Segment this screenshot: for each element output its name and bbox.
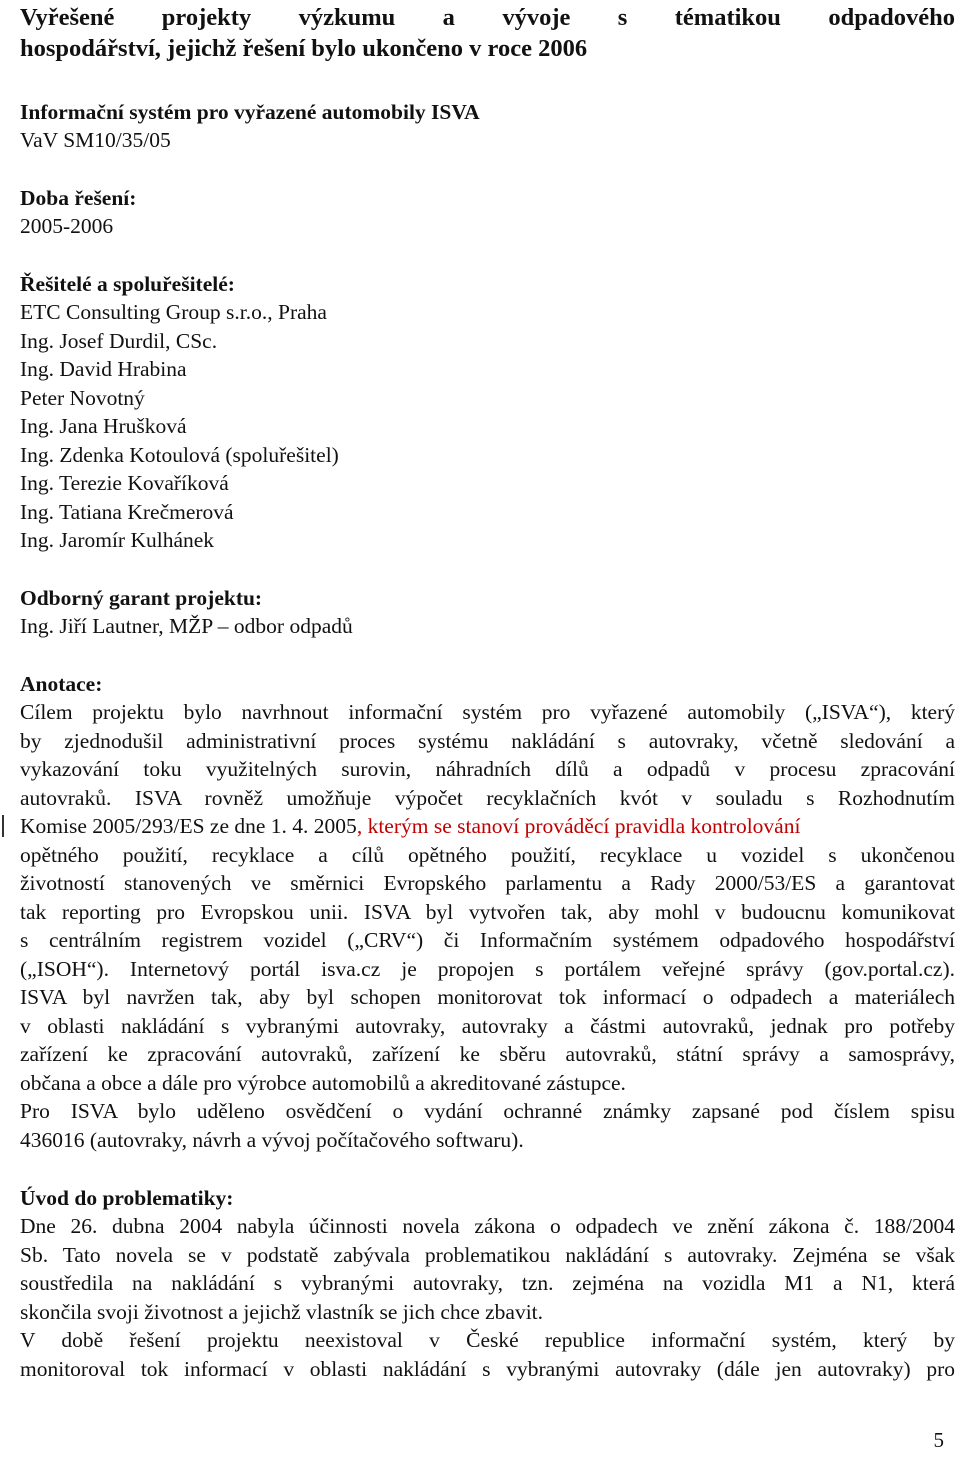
annotation-line: („ISOH“). Internetový portál isva.cz je propojen s portálem veřejné správy (gov.portal.cz). xyxy=(20,956,955,981)
intro-line: Dne 26. dubna 2004 nabyla účinnosti novela zákona o odpadech ve znění zákona č. 188/2004 xyxy=(20,1214,955,1238)
annotation-line-part: , kterým se stanoví prováděcí pravidla kontrolování xyxy=(356,814,801,838)
document-title xyxy=(20,2,955,64)
annotation-line: Pro ISVA bylo uděleno osvědčení o vydání ochranné známky zapsané pod číslem spisu xyxy=(20,1099,955,1123)
annotation-line: životností stanovených ve směrnici Evropského parlamentu a Rady 2000/53/ES a garantovat xyxy=(20,871,955,895)
researchers-heading: Řešitelé a spoluřešitelé: xyxy=(20,272,235,296)
annotation-line: ISVA byl navržen tak, aby byl schopen monitorovat tok informací o odpadech a materiálech xyxy=(20,985,955,1009)
researcher-item: Ing. Jaromír Kulhánek xyxy=(20,528,215,552)
title-line-2: hospodářství, jejichž řešení bylo ukončeno v roce 2006 xyxy=(20,35,588,62)
annotation-line-split xyxy=(20,812,955,841)
researcher-item: Peter Novotný xyxy=(20,385,145,410)
annotation-line: by zjednodušil administrativní proces systému nakládání s autovraky, včetně sledování a xyxy=(20,728,955,753)
researcher-item: Ing. Jana Hrušková xyxy=(20,414,187,438)
guarantor-heading: Odborný garant projektu: xyxy=(20,586,263,610)
duration-heading: Doba řešení: xyxy=(20,186,137,210)
annotation-paragraph xyxy=(20,698,955,1154)
researchers-list xyxy=(20,298,955,555)
annotation-line: vykazování toku využitelných surovin, náhradních dílů a odpadů v procesu zpracování xyxy=(20,757,955,781)
duration-value: 2005-2006 xyxy=(20,214,114,238)
annotation-line: s centrálním registrem vozidel („CRV“) či Informačním systémem odpadového hospodářství xyxy=(20,928,955,952)
annotation-line: 436016 (autovraky, návrh a vývoj počítačového softwaru). xyxy=(20,1127,524,1152)
project-code: VaV SM10/35/05 xyxy=(20,128,171,152)
title-line-1: Vyřešené projekty výzkumu a vývoje s tématikou odpadového xyxy=(20,4,955,31)
revision-bar xyxy=(2,815,4,837)
researcher-item: Ing. Josef Durdil, CSc. xyxy=(20,328,218,353)
intro-line: skončila svoji životnost a jejichž vlastník se jich chce zbavit. xyxy=(20,1299,544,1324)
researcher-item: Ing. Terezie Kovaříková xyxy=(20,471,229,495)
annotation-line: zařízení ke zpracování autovraků, zařízení ke sběru autovraků, státní správy a samosprávy, xyxy=(20,1042,955,1066)
annotation-line: opětného použití, recyklace a cílů opětného použití, recyklace u vozidel s ukončenou xyxy=(20,842,955,867)
annotation-line: Cílem projektu bylo navrhnout informační systém pro vyřazené automobily („ISVA“), který xyxy=(20,700,955,724)
researcher-item: Ing. Zdenka Kotoulová (spoluřešitel) xyxy=(20,442,339,467)
intro-heading: Úvod do problematiky: xyxy=(20,1186,234,1210)
annotation-line: tak reporting pro Evropskou unii. ISVA byl vytvořen tak, aby mohl v budoucnu komunikovat xyxy=(20,899,955,924)
annotation-line-part: Komise 2005/293/ES ze dne 1. 4. 2005 xyxy=(20,814,357,838)
researcher-item: Ing. David Hrabina xyxy=(20,357,187,381)
annotation-line: občana a obce a dále pro výrobce automobilů a akreditované zástupce. xyxy=(20,1070,626,1095)
intro-line: monitoroval tok informací v oblasti nakládání s vybranými autovraky (dále jen autovraky) pro xyxy=(20,1356,955,1381)
annotation-line: autovraků. ISVA rovněž umožňuje výpočet recyklačních kvót v souladu s Rozhodnutím xyxy=(20,785,955,810)
researcher-item: Ing. Tatiana Krečmerová xyxy=(20,499,234,524)
annotation-line: v oblasti nakládání s vybranými autovraky, autovraky a částmi autovraků, jednak pro potřeby xyxy=(20,1013,955,1038)
project-name: Informační systém pro vyřazené automobily ISVA xyxy=(20,100,480,124)
intro-line: Sb. Tato novela se v podstatě zabývala problematikou nakládání s autovraky. Zejména se však xyxy=(20,1242,955,1267)
annotation-heading: Anotace: xyxy=(20,672,103,696)
intro-line: V době řešení projektu neexistoval v České republice informační systém, který by xyxy=(20,1328,955,1352)
intro-paragraph xyxy=(20,1212,955,1383)
intro-line: soustředila na nakládání s vybranými autovraky, tzn. zejména na vozidla M1 a N1, která xyxy=(20,1271,955,1295)
guarantor-value: Ing. Jiří Lautner, MŽP – odbor odpadů xyxy=(20,614,353,638)
page-number: 5 xyxy=(933,1428,944,1452)
researcher-item: ETC Consulting Group s.r.o., Praha xyxy=(20,300,327,324)
